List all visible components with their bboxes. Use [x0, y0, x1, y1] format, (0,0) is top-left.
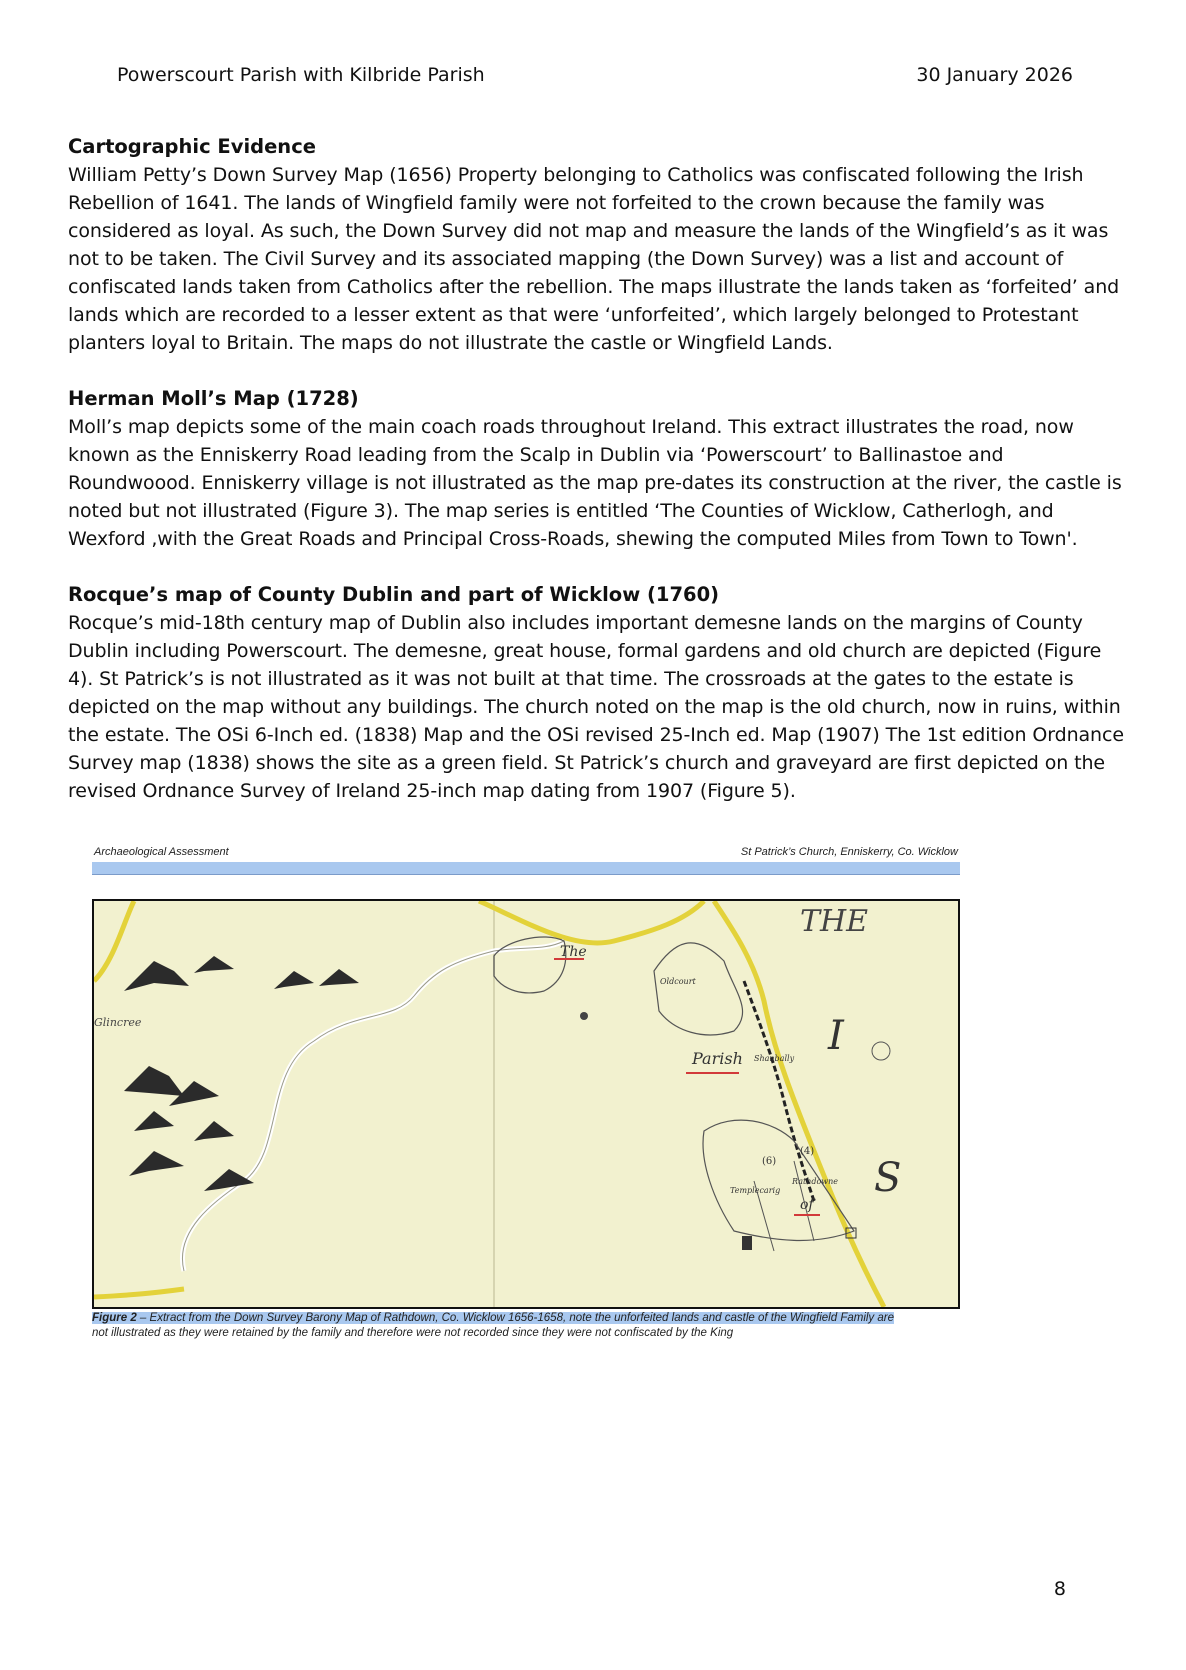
figure-caption-line1: – Extract from the Down Survey Barony Map of Rathdown, Co. Wicklow 1656-1658, note the unforfeited lands and castle of the Wingfield Family are	[136, 1312, 894, 1324]
map-label-s: S	[874, 1155, 902, 1201]
map-label-i: I	[828, 1013, 844, 1059]
map-label-parish: Parish	[692, 1049, 743, 1068]
map-label-of: of	[800, 1197, 814, 1213]
document-body	[68, 133, 1128, 833]
map-label-rathdowne: Rathdowne	[792, 1177, 839, 1186]
section-paragraph: Moll’s map depicts some of the main coach roads throughout Ireland. This extract illustrates the road, now known as the Enniskerry Road leading from the Scalp in Dublin via ‘Powerscourt’ to Ballinastoe and Roundwoood. Enniskerry village is not illustrated as the map pre-dates its construction at the river, the castle is noted but not illustrated (Figure 3). The map series is entitled ‘The Counties of Wicklow, Catherlogh, and Wexford ,with the Great Roads and Principal Cross-Roads, shewing the computed Miles from Town to Town'.	[68, 416, 1122, 550]
map-label-num-4: (4)	[800, 1146, 815, 1157]
map-label-the: The	[560, 944, 587, 960]
map-label-oldcourt: Oldcourt	[660, 977, 696, 986]
document-header-date: 30 January 2026	[916, 64, 1073, 86]
section-heading: Herman Moll’s Map (1728)	[68, 387, 359, 410]
section-heading: Rocque’s map of County Dublin and part of Wicklow (1760)	[68, 583, 720, 606]
section-paragraph: Rocque’s mid-18th century map of Dublin also includes important demesne lands on the margins of County Dublin including Powerscourt. The demesne, great house, formal gardens and old church are depicted (Figure 4). St Patrick’s is not illustrated as it was not built at that time. The crossroads at the gates to the estate is depicted on the map without any buildings. The church noted on the map is the old church, now in ruins, within the estate. The OSi 6-Inch ed. (1838) Map and the OSi revised 25-Inch ed. Map (1907) The 1st edition Ordnance Survey map (1838) shows the site as a green field. St Patrick’s church and graveyard are first depicted on the revised Ordnance Survey of Ireland 25-inch map dating from 1907 (Figure 5).	[68, 612, 1124, 802]
section-rocque-map	[68, 581, 1128, 805]
map-label-the-corner: THE	[800, 904, 869, 939]
map-label-glincree: Glincree	[94, 1016, 142, 1029]
figure-caption-line2: not illustrated as they were retained by the family and therefore were not recorded since they were not confiscated by the King	[92, 1327, 734, 1339]
map-label-templecarig: Templecarig	[730, 1186, 781, 1195]
section-cartographic-evidence	[68, 133, 1128, 357]
document-header-title: Powerscourt Parish with Kilbride Parish	[117, 64, 485, 86]
section-herman-moll-map	[68, 385, 1128, 553]
section-paragraph: William Petty’s Down Survey Map (1656) Property belonging to Catholics was confiscated following the Irish Rebellion of 1641. The lands of Wingfield family were not forfeited to the crown because the family was considered as loyal. As such, the Down Survey did not map and measure the lands of the Wingfield’s as it was not to be taken. The Civil Survey and its associated mapping (the Down Survey) was a list and account of confiscated lands taken from Catholics after the rebellion. The maps illustrate the lands taken as ‘forfeited’ and lands which are recorded to a lesser extent as that were ‘unforfeited’, which largely belonged to Protestant planters loyal to Britain. The maps do not illustrate the castle or Wingfield Lands.	[68, 164, 1120, 354]
figure-caption	[92, 1311, 960, 1341]
page-number: 8	[1053, 1578, 1066, 1600]
castle-icon	[742, 1236, 752, 1250]
map-label-num-6: (6)	[762, 1156, 777, 1167]
down-survey-map-image	[92, 899, 960, 1309]
figure-running-header	[92, 846, 960, 860]
section-heading: Cartographic Evidence	[68, 135, 316, 158]
figure-header-left: Archaeological Assessment	[94, 846, 229, 858]
figure-header-band	[92, 862, 960, 875]
figure-caption-label: Figure 2	[92, 1312, 137, 1324]
figure-header-right: St Patrick’s Church, Enniskerry, Co. Wicklow	[740, 846, 958, 858]
map-label-shanbally: Shanbally	[754, 1054, 795, 1063]
settlement-icon	[580, 1012, 588, 1020]
figure-2	[92, 846, 960, 1341]
